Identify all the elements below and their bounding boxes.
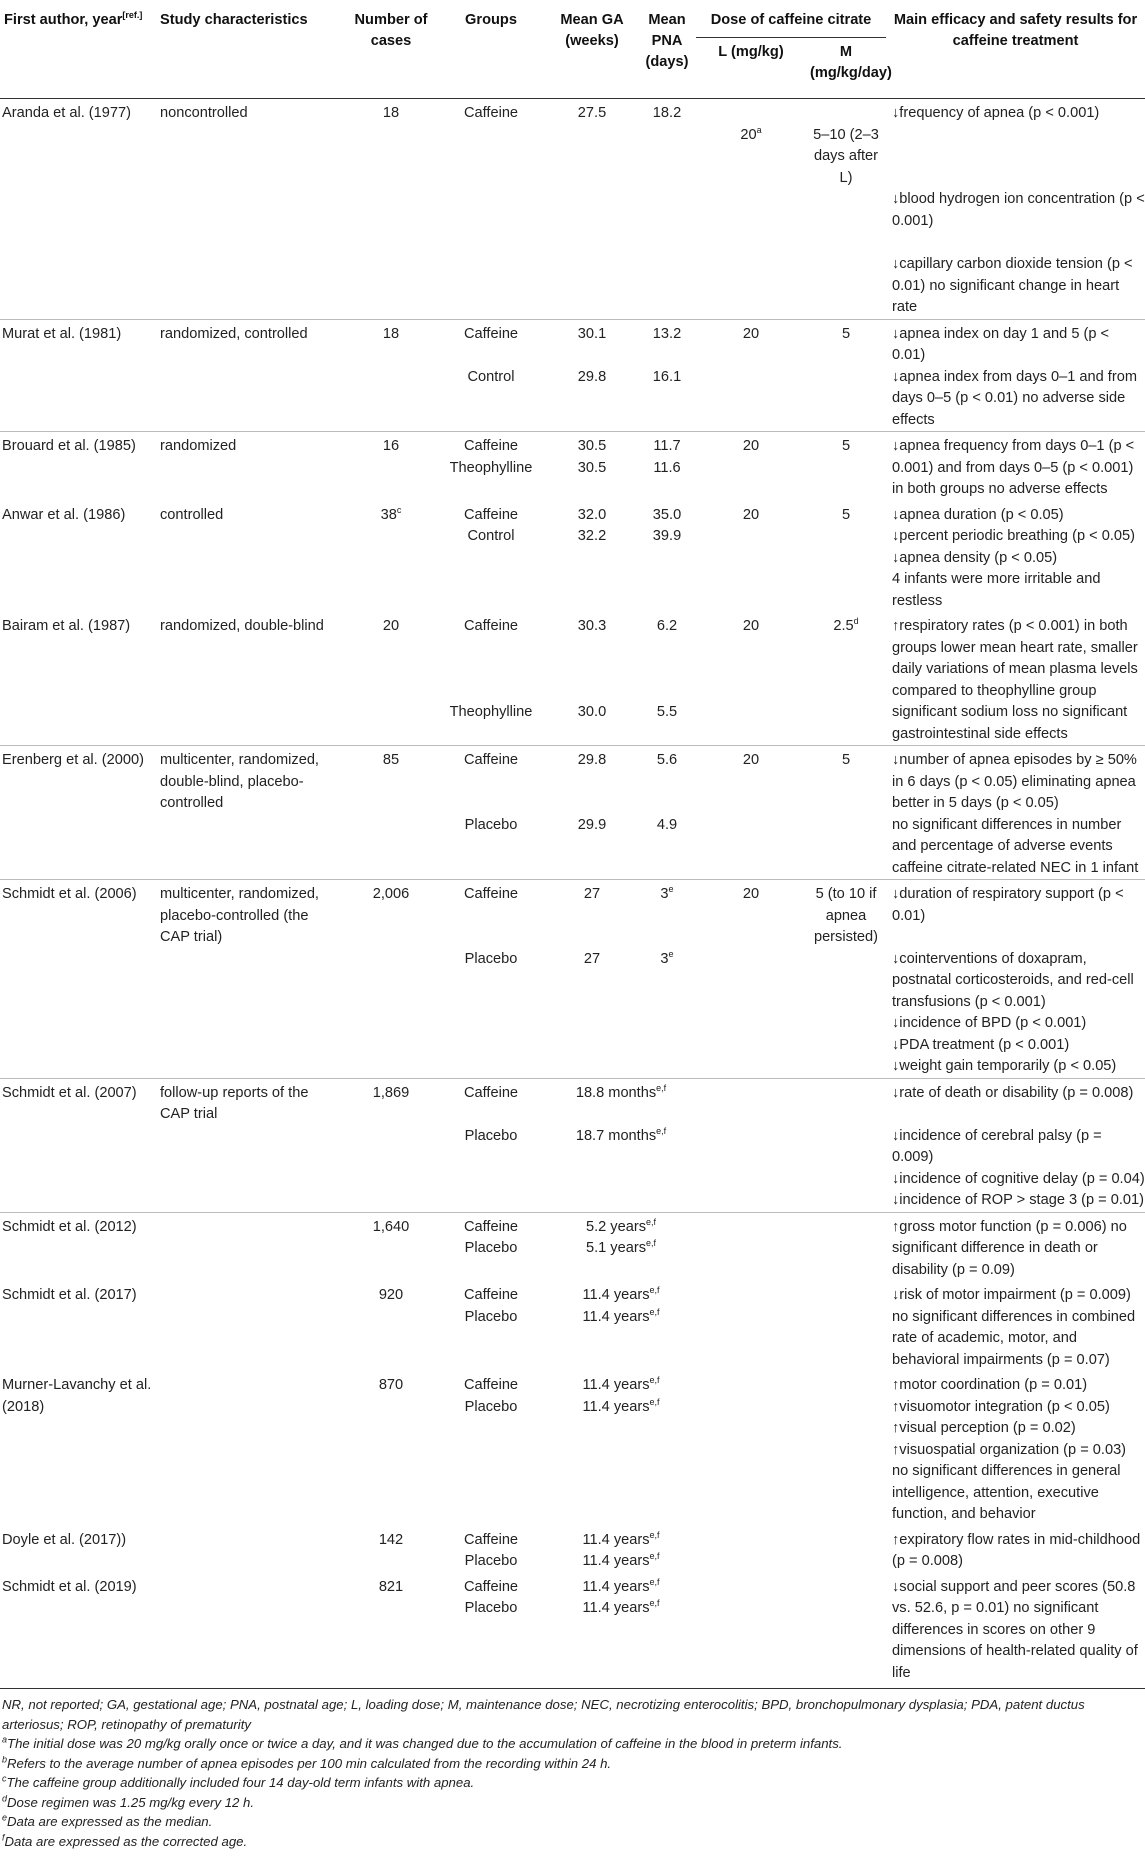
dose-m-cell: 5 [841, 752, 851, 768]
pna-cell: 11.7 11.6 [653, 438, 681, 476]
group-cell: Caffeine [463, 886, 519, 902]
dose-m-cell: 5 (to 10 if apnea persisted) [813, 886, 879, 945]
age-cell: 18.7 months$^{e,f}$ [575, 1125, 667, 1144]
pna-cell: 6.2 [656, 618, 678, 634]
efficacy-cell: ↓duration of respiratory support (p < 0.01) [892, 886, 1124, 924]
footnote-f: $^f$Data are expressed as the corrected age. [2, 1832, 248, 1849]
header-groups: Groups [465, 12, 517, 28]
efficacy-cell: ↓risk of motor impairment (p = 0.009) no significant differences in combined rate of academic, motor, and behavioral impairments (p = 0.07) [892, 1287, 1136, 1368]
cases-cell: 920 [378, 1287, 404, 1303]
author-cell: Schmidt et al. (2012) [2, 1218, 137, 1235]
characteristics-cell: randomized [160, 438, 237, 454]
ga-cell: 29.8 [577, 752, 607, 768]
efficacy-cell: ↓apnea frequency from days 0–1 (p < 0.001) and from days 0–5 (p < 0.001) in both groups no adverse effects [892, 438, 1135, 497]
table-row [0, 1078, 1145, 1126]
author-cell: Doyle et al. (2017)) [2, 1531, 127, 1548]
author-cell: Schmidt et al. (2006) [2, 886, 137, 902]
efficacy-cell: ↓blood hydrogen ion concentration (p < 0.001) [892, 191, 1145, 229]
ga-cell: 30.1 [577, 325, 607, 342]
table-row [0, 1126, 1145, 1213]
footnote-abbreviations: NR, not reported; GA, gestational age; PNA, postnatal age; L, loading dose; M, maintenance dose; NEC, necrotizing enterocolitis; BPD, bronchopulmonary dysplasia; PDA, patent ductus arteriosus; ROP, retinopathy of prematurity [2, 1697, 1085, 1732]
header-dose-l: L (mg/kg) [718, 44, 784, 60]
group-cell: Caffeine Placebo [463, 1377, 519, 1415]
efficacy-cell: ↓cointerventions of doxapram, postnatal corticosteroids, and red-cell transfusions (p < 0.001) ↓incidence of BPD (p < 0.001) ↓PDA treatment (p < 0.001) ↓weight gain temporarily (p < 0.05) [892, 950, 1134, 1074]
footnote-e: $^e$Data are expressed as the median. [2, 1812, 213, 1829]
ga-cell: 30.5 30.5 [577, 438, 607, 476]
group-cell: Caffeine [463, 1084, 519, 1101]
table-row [0, 189, 1145, 232]
cases-cell: 1,640 [372, 1218, 410, 1235]
group-cell: Caffeine [463, 325, 519, 342]
efficacy-cell: no significant differences in number and percentage of adverse events caffeine citrate-related NEC in 1 infant [892, 816, 1139, 876]
characteristics-cell [156, 1573, 346, 1685]
header-efficacy: Main efficacy and safety results for caffeine treatment [893, 12, 1138, 49]
pna-cell: 5.6 [656, 752, 678, 768]
ga-cell: 29.8 [577, 368, 607, 385]
efficacy-cell: ↓number of apnea episodes by ≥ 50% in 6 days (p < 0.05) eliminating apnea better in 5 days (p < 0.05) [892, 752, 1137, 811]
dose-l-cell: 20 [742, 618, 760, 634]
footnote-b: $^b$Refers to the average number of apnea episodes per 100 min calculated from the recording within 24 h. [2, 1754, 612, 1771]
ga-cell: 30.0 [577, 704, 607, 720]
cases-cell: 38$^c$ [380, 504, 402, 523]
ga-cell: 27.5 [577, 105, 607, 121]
header-ga: Mean GA (weeks) [560, 12, 624, 49]
author-cell: Schmidt et al. (2017) [2, 1287, 137, 1303]
efficacy-cell: ↓frequency of apnea (p < 0.001) [892, 105, 1100, 121]
footnote-d: $^d$Dose regimen was 1.25 mg/kg every 12 h. [2, 1793, 255, 1810]
ga-cell: 32.0 32.2 [577, 506, 607, 544]
characteristics-cell [156, 1526, 346, 1573]
cases-cell: 20 [382, 618, 400, 634]
age-cell: 11.4 years$^{e,f}$ 11.4 years$^{e,f}$ [582, 1375, 660, 1415]
characteristics-cell: follow-up reports of the CAP trial [160, 1084, 309, 1122]
dose-l-cell: 20$^a$ [740, 124, 762, 143]
group-cell: Caffeine [463, 752, 519, 768]
age-cell: 5.2 years$^{e,f}$ 5.1 years$^{e,f}$ [585, 1216, 657, 1256]
group-cell: Caffeine Control [463, 506, 519, 544]
cases-cell: 18 [382, 325, 400, 342]
dose-l-cell: 20 [742, 438, 760, 454]
dose-l-cell: 20 [742, 506, 760, 523]
age-cell: 11.4 years$^{e,f}$ 11.4 years$^{e,f}$ [582, 1285, 660, 1325]
pna-cell: 4.9 [656, 816, 678, 833]
dose-l-cell: 20 [742, 752, 760, 768]
cases-cell: 142 [378, 1531, 404, 1548]
efficacy-cell: ↑gross motor function (p = 0.006) no significant difference in death or disability (p = 0.09) [892, 1218, 1127, 1278]
table-row [0, 1573, 1145, 1685]
table-footnotes [0, 1688, 1145, 1851]
group-cell: Theophylline [449, 704, 533, 720]
characteristics-cell: noncontrolled [160, 105, 248, 121]
dose-m-cell: 2.5$^d$ [833, 616, 859, 634]
age-cell: 11.4 years$^{e,f}$ 11.4 years$^{e,f}$ [582, 1529, 660, 1569]
group-cell: Caffeine Placebo [463, 1531, 519, 1569]
group-cell: Caffeine Placebo [463, 1218, 519, 1256]
efficacy-cell: significant sodium loss no significant gastrointestinal side effects [892, 704, 1128, 742]
header-cases: Number of cases [354, 12, 428, 49]
pna-cell: 3e [660, 884, 674, 902]
efficacy-cell: ↑motor coordination (p = 0.01) ↑visuomotor integration (p < 0.05) ↑visual perception (p = 0.02) ↑visuospatial organization (p = 0.03) no significant differences in general intelligence, attention, executive function, and behavior [892, 1377, 1127, 1522]
author-cell: Anwar et al. (1986) [2, 506, 126, 523]
efficacy-cell: ↑respiratory rates (p < 0.001) in both groups lower mean heart rate, smaller daily variations of mean plasma levels compared to theophylline group [892, 618, 1138, 699]
author-cell: Murner-Lavanchy et al. (2018) [2, 1377, 152, 1415]
characteristics-cell: randomized, double-blind [160, 618, 324, 634]
cases-cell: 18 [382, 105, 400, 121]
table-row [0, 815, 1145, 880]
dose-m-cell: 5 [841, 325, 851, 342]
group-cell: Placebo [464, 816, 518, 833]
group-cell: Caffeine Theophylline [449, 438, 533, 476]
cases-cell: 85 [382, 752, 400, 768]
table-row [0, 367, 1145, 432]
efficacy-cell: ↓apnea index from days 0–1 and from days 0–5 (p < 0.01) no adverse side effects [892, 368, 1137, 428]
table-row [0, 949, 1145, 1079]
author-cell: Brouard et al. (1985) [2, 438, 136, 454]
cases-cell: 821 [378, 1578, 404, 1595]
header-dose: Dose of caffeine citrate [696, 0, 886, 38]
age-cell: 18.8 months$^{e,f}$ [575, 1082, 667, 1101]
pna-cell: 35.0 39.9 [652, 506, 682, 544]
characteristics-cell: controlled [160, 506, 224, 523]
pna-cell: 13.2 [652, 325, 682, 342]
table-row [0, 232, 1145, 319]
pna-cell: 5.5 [656, 704, 678, 720]
cases-cell: 2,006 [372, 886, 410, 902]
group-cell: Placebo [464, 950, 518, 967]
table-row [0, 1371, 1145, 1526]
pna-cell: 18.2 [652, 105, 682, 121]
efficacy-cell: ↓apnea index on day 1 and 5 (p < 0.01) [892, 325, 1110, 363]
characteristics-cell: randomized, controlled [160, 325, 308, 342]
header-pna: Mean PNA (days) [645, 12, 689, 70]
table-row [0, 1281, 1145, 1371]
characteristics-cell [156, 1212, 346, 1281]
efficacy-cell: ↓social support and peer scores (50.8 vs. 52.6, p = 0.01) no significant differences in scores on other 9 dimensions of health-related quality of life [892, 1578, 1138, 1681]
efficacy-cell: ↓incidence of cerebral palsy (p = 0.009) ↓incidence of cognitive delay (p = 0.04) ↓incidence of ROP > stage 3 (p = 0.01) [892, 1127, 1145, 1208]
group-cell: Caffeine Placebo [463, 1287, 519, 1325]
header-dose-m: M (mg/kg/day) [810, 44, 892, 81]
characteristics-cell [156, 1281, 346, 1371]
dose-m-cell: 5 [841, 506, 851, 523]
efficacy-cell: ↓rate of death or disability (p = 0.008) [892, 1084, 1134, 1101]
ga-cell: 29.9 [577, 816, 607, 833]
author-cell: Schmidt et al. (2007) [2, 1084, 137, 1101]
efficacy-cell: ↓apnea duration (p < 0.05) ↓percent periodic breathing (p < 0.05) ↓apnea density (p < 0.05) 4 infants were more irritable and restless [892, 506, 1135, 609]
author-cell: Erenberg et al. (2000) [2, 752, 144, 768]
group-cell: Placebo [464, 1127, 518, 1144]
group-cell: Caffeine Placebo [463, 1578, 519, 1616]
table-row [0, 1212, 1145, 1281]
table-row [0, 99, 1145, 190]
table-row [0, 746, 1145, 815]
dose-m-cell: 5–10 (2–3 days after L) [813, 126, 879, 186]
table-row [0, 1526, 1145, 1573]
table-row [0, 432, 1145, 501]
author-cell: Aranda et al. (1977) [2, 105, 131, 121]
cases-cell: 870 [378, 1377, 404, 1393]
characteristics-cell: multicenter, randomized, double-blind, placebo-controlled [160, 752, 319, 811]
cases-cell: 16 [382, 438, 400, 454]
efficacy-cell: ↓capillary carbon dioxide tension (p < 0.01) no significant change in heart rate [892, 256, 1133, 315]
group-cell: Caffeine [463, 105, 519, 121]
table-row [0, 702, 1145, 746]
dose-m-cell: 5 [841, 438, 851, 454]
ga-cell: 30.3 [577, 618, 607, 634]
footnote-a: $^a$The initial dose was 20 mg/kg orally once or twice a day, and it was changed due to the accumulation of caffeine in the blood in preterm infants. [2, 1734, 843, 1751]
author-cell: Schmidt et al. (2019) [2, 1578, 137, 1595]
table-header [0, 0, 1145, 99]
footnote-c: $^c$The caffeine group additionally included four 14 day-old term infants with apnea. [2, 1773, 475, 1790]
table-row [0, 501, 1145, 613]
dose-l-cell: 20 [742, 886, 760, 902]
dose-l-cell: 20 [742, 325, 760, 342]
group-cell: Control [467, 368, 515, 385]
table-row [0, 319, 1145, 367]
header-characteristics: Study characteristics [160, 12, 308, 28]
efficacy-cell: ↑expiratory flow rates in mid-childhood (p = 0.008) [892, 1531, 1141, 1569]
table-row [0, 880, 1145, 949]
author-cell: Murat et al. (1981) [2, 325, 122, 342]
age-cell: 11.4 years$^{e,f}$ 11.4 years$^{e,f}$ [582, 1576, 660, 1616]
pna-cell: 16.1 [652, 368, 682, 385]
characteristics-cell: multicenter, randomized, placebo-controlled (the CAP trial) [160, 886, 319, 945]
pna-cell: 3e [660, 948, 674, 967]
author-cell: Bairam et al. (1987) [2, 618, 131, 634]
ga-cell: 27 [583, 950, 601, 967]
group-cell: Caffeine [463, 618, 519, 634]
table-row [0, 612, 1145, 702]
characteristics-cell [156, 1371, 346, 1526]
ga-cell: 27 [583, 886, 601, 902]
cases-cell: 1,869 [372, 1084, 410, 1101]
header-author: First author, year[ref.] [4, 10, 143, 28]
